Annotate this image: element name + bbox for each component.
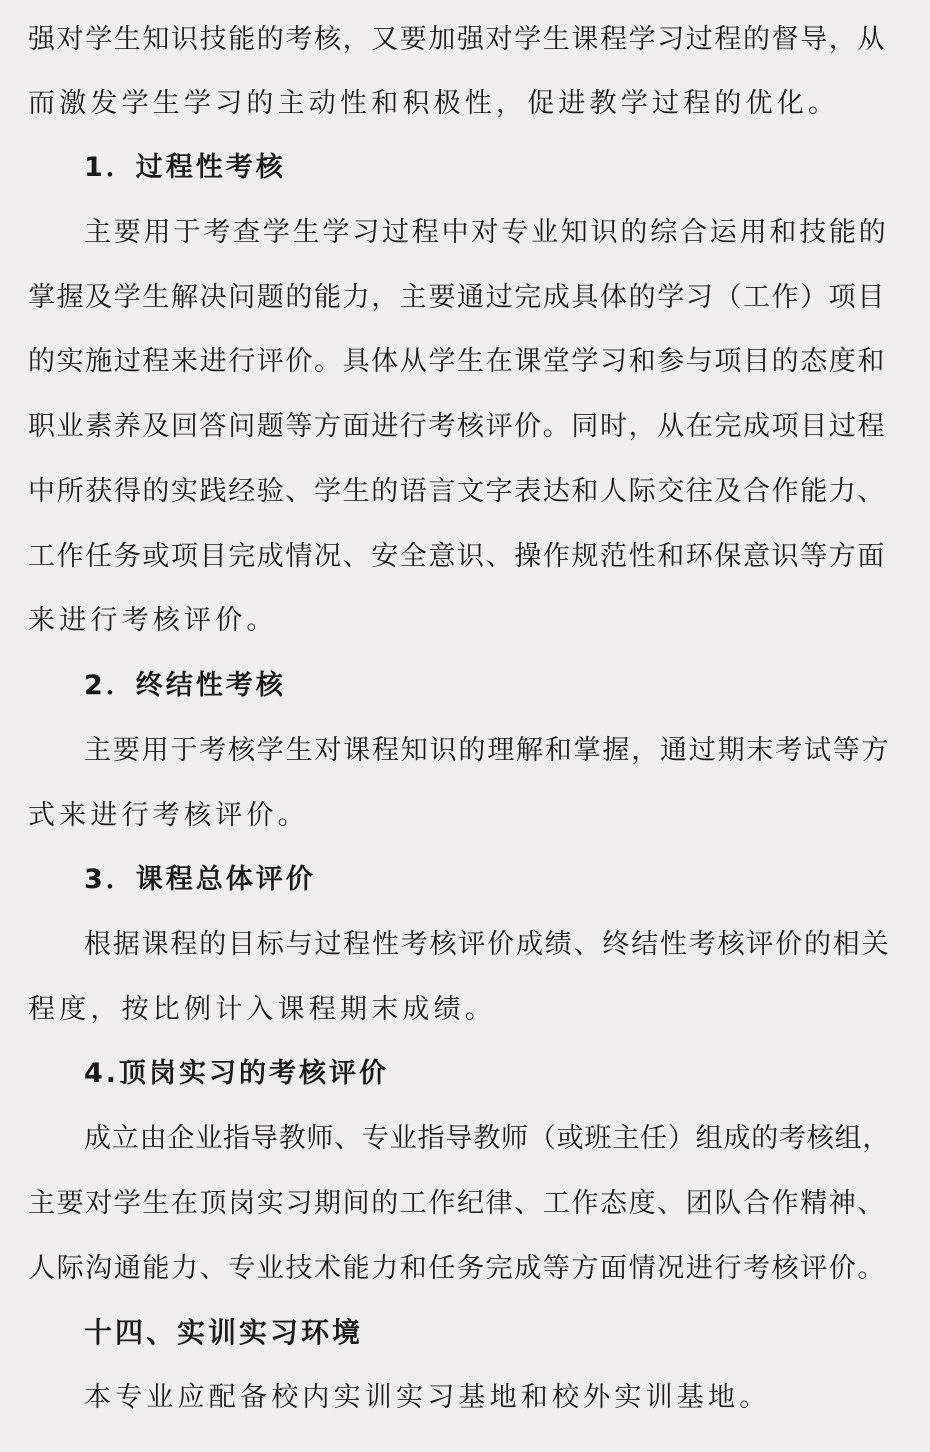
paragraph-line: 成立由企业指导教师、专业指导教师（或班主任）组成的考核组， — [84, 1123, 891, 1154]
paragraph-line: 的实施过程来进行评价。具体从学生在课堂学习和参与项目的态度和 — [28, 346, 886, 377]
paragraph-line: 式来进行考核评价。 — [28, 800, 309, 831]
paragraph-line: 中所获得的实践经验、学生的语言文字表达和人际交往及合作能力、 — [28, 476, 886, 507]
paragraph-line: 工作任务或项目完成情况、安全意识、操作规范性和环保意识等方面 — [28, 541, 886, 572]
paragraph-line: 本专业应配备校内实训实习基地和校外实训基地。 — [84, 1382, 771, 1413]
chapter-heading: 十四、实训实习环境 — [84, 1316, 364, 1349]
section-heading: 2．终结性考核 — [84, 670, 286, 701]
paragraph-line: 掌握及学生解决问题的能力，主要通过完成具体的学习（工作）项目 — [28, 282, 886, 313]
section-heading: 1．过程性考核 — [84, 152, 286, 183]
paragraph-line: 主要用于考查学生学习过程中对专业知识的综合运用和技能的 — [84, 217, 889, 248]
paragraph-line: 程度，按比例计入课程期末成绩。 — [28, 994, 496, 1025]
paragraph-line: 根据课程的目标与过程性考核评价成绩、终结性考核评价的相关 — [84, 929, 891, 960]
paragraph-line: 主要对学生在顶岗实习期间的工作纪律、工作态度、团队合作精神、 — [28, 1188, 886, 1219]
paragraph-line: 人际沟通能力、专业技术能力和任务完成等方面情况进行考核评价。 — [28, 1253, 886, 1284]
section-heading: 4.顶岗实习的考核评价 — [84, 1058, 390, 1089]
intro-line: 强对学生知识技能的考核，又要加强对学生课程学习过程的督导，从 — [28, 24, 886, 55]
paragraph-line: 职业素养及回答问题等方面进行考核评价。同时，从在完成项目过程 — [28, 411, 886, 442]
intro-line: 而激发学生学习的主动性和积极性，促进教学过程的优化。 — [28, 88, 840, 119]
paragraph-line: 来进行考核评价。 — [28, 605, 278, 636]
section-heading: 3．课程总体评价 — [84, 864, 316, 895]
paragraph-line: 主要用于考核学生对课程知识的理解和掌握，通过期末考试等方 — [84, 735, 891, 766]
